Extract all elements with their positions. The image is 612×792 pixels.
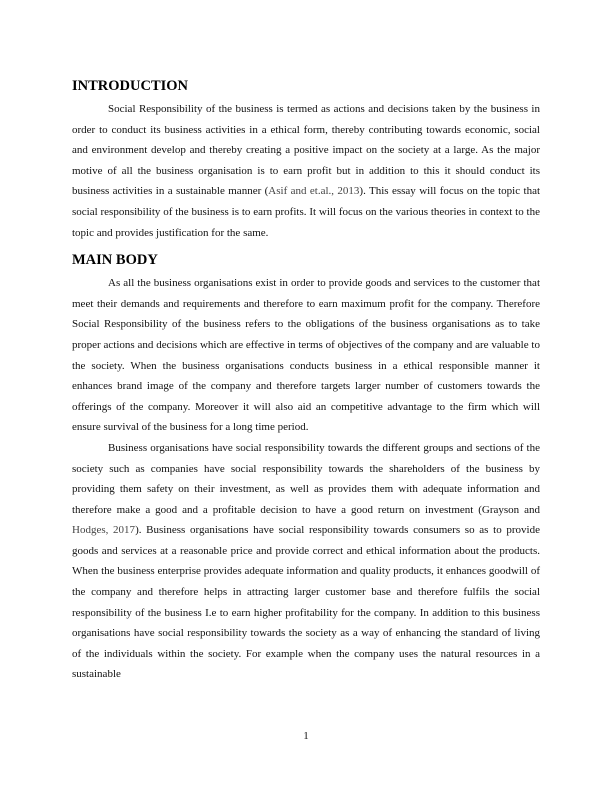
introduction-paragraph: [72, 99, 540, 243]
paragraph-2-text-a: Business organisations have social responsibility towards the different groups and sections of the society such as companies have social responsibility towards the shareholders of the business by providing them safety on their investment, as well as provides them with adequate information and therefore make a good and a profitable decision to have a good return on investment (Grayson and: [72, 441, 540, 516]
paragraph-2-text-b: ). Business organisations have social responsibility towards consumers so as to provide goods and services at a reasonable price and provide correct and ethical information about the products. When the business enterprise provides adequate information and quality products, it enhances goodwill of the company and therefore helps in attracting larger customer base and therefore fulfils the social responsibility of the business I.e to earn higher profitability for the company. In addition to this business organisations have social responsibility towards the society as a way of enhancing the standard of living of the individuals within the society. For example when the company uses the natural resources in a sustainable: [72, 524, 540, 681]
introduction-citation: Asif and et.al., 2013: [268, 185, 360, 198]
main-body-paragraph-2: [72, 438, 540, 685]
paragraph-2-citation: Hodges, 2017: [72, 524, 136, 537]
introduction-heading: INTRODUCTION: [72, 78, 189, 94]
page-number: 1: [303, 730, 309, 742]
main-body-paragraph-1: As all the business organisations exist in order to provide goods and services to the customer that meet their demands and requirements and therefore to earn maximum profit for the company. Therefore Social Responsibility of the business refers to the obligations of the business organisations as to take proper actions and decisions which are effective in terms of objectives of the company and are valuable to the society. When the business organisations conducts business in a ethical responsible manner it enhances brand image of the company and therefore targets larger number of customers towards the offerings of the company. Moreover it will also aid an competitive advantage to the firm which will ensure survival of the business for a long time period.: [72, 277, 540, 434]
introduction-text-b: ). This essay will focus on the topic that social responsibility of the business is to earn profits. It will focus on the various theories in context to the topic and provides justification for the same.: [72, 185, 541, 239]
main-body-heading: MAIN BODY: [72, 252, 158, 269]
introduction-text-a: Social Responsibility of the business is termed as actions and decisions taken by the business in order to conduct its business activities in a ethical form, thereby contributing towards economic, social and environment develop and thereby creating a positive impact on the society at a large. As the major motive of all the business organisation is to earn profit but in addition to this it should conduct its business activities in a sustainable manner (: [72, 103, 540, 198]
document-content: [72, 77, 540, 685]
